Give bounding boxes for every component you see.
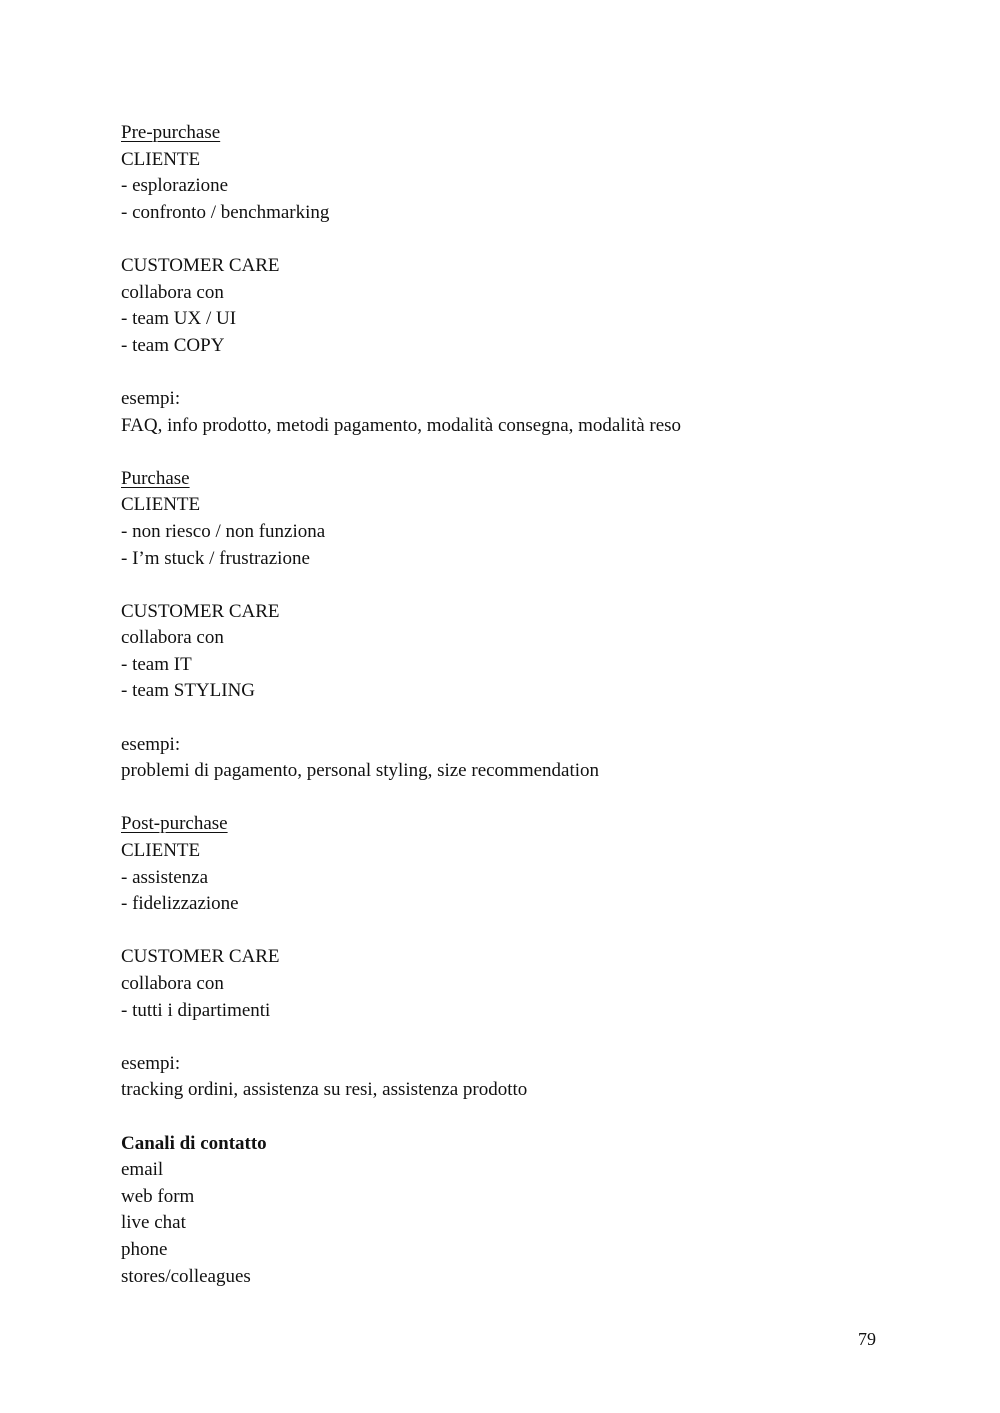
contact-heading: Canali di contatto	[121, 1132, 267, 1154]
list-item: - non riesco / non funziona	[121, 520, 326, 542]
examples-label: esempi:	[121, 387, 181, 409]
section-purchase	[121, 466, 901, 812]
collab-label: collabora con	[121, 973, 224, 994]
examples-text: problemi di pagamento, personal styling, size recommendation	[121, 760, 600, 782]
cliente-label: CLIENTE	[121, 148, 201, 170]
collab-label: collabora con	[121, 281, 224, 303]
contact-item: live chat	[121, 1212, 186, 1234]
cliente-label: CLIENTE	[121, 840, 201, 862]
list-item: - team UX / UI	[121, 308, 237, 330]
cliente-label: CLIENTE	[121, 494, 201, 516]
document-body	[121, 120, 901, 1290]
section-post-purchase	[121, 811, 901, 1130]
examples-text: FAQ, info prodotto, metodi pagamento, modalità consegna, modalità reso	[121, 414, 682, 436]
section-heading: Pre-purchase	[121, 122, 221, 143]
list-item: - team IT	[121, 653, 192, 675]
contact-item: stores/colleagues	[121, 1265, 251, 1287]
list-item: - team COPY	[121, 334, 225, 356]
list-item: - team STYLING	[121, 680, 256, 702]
list-item: - I’m stuck / frustrazione	[121, 547, 310, 569]
contact-item: web form	[121, 1185, 195, 1207]
section-contact-channels	[121, 1131, 901, 1291]
customer-care-label: CUSTOMER CARE	[121, 254, 280, 276]
list-item: - esplorazione	[121, 175, 229, 197]
page-number: 79	[858, 1329, 876, 1349]
list-item: - fidelizzazione	[121, 893, 239, 915]
section-pre-purchase	[121, 120, 901, 466]
examples-label: esempi:	[121, 1052, 181, 1074]
examples-text: tracking ordini, assistenza su resi, assistenza prodotto	[121, 1079, 528, 1101]
list-item: - confronto / benchmarking	[121, 201, 330, 223]
list-item: - assistenza	[121, 866, 209, 888]
customer-care-label: CUSTOMER CARE	[121, 600, 280, 622]
section-heading: Post-purchase	[121, 813, 228, 835]
contact-item: phone	[121, 1238, 168, 1260]
collab-label: collabora con	[121, 627, 224, 649]
contact-item: email	[121, 1159, 164, 1181]
section-heading: Purchase	[121, 467, 190, 489]
customer-care-label: CUSTOMER CARE	[121, 946, 280, 968]
list-item: - tutti i dipartimenti	[121, 999, 271, 1021]
examples-label: esempi:	[121, 733, 181, 755]
